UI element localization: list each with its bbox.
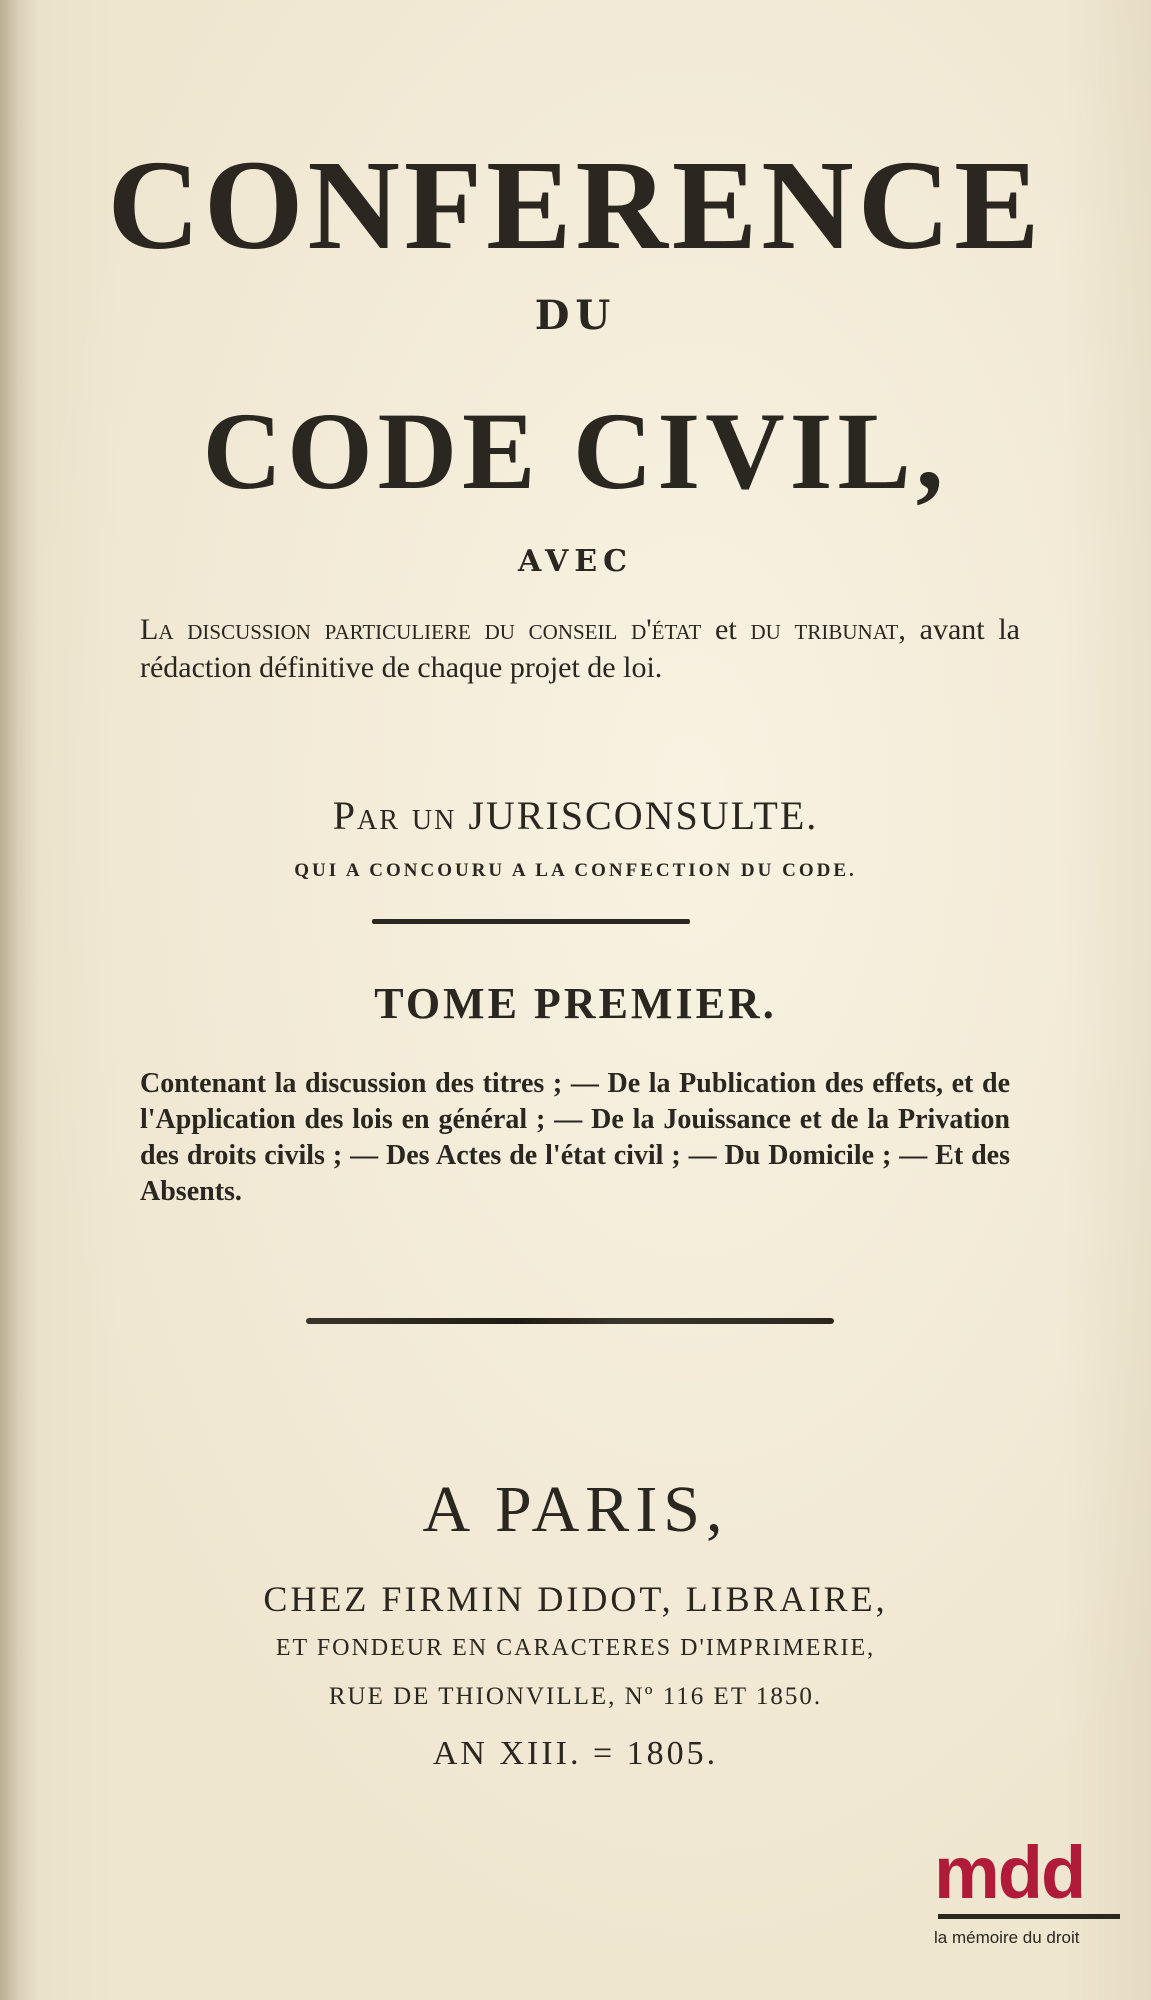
volume-title: TOME PREMIER. [374, 979, 777, 1028]
title-main: CONFERENCE [107, 134, 1044, 276]
volume-contents: Contenant la discussion des titres ; — De la Publication des effets, et de l'Application des lois en général ; — De la Jouissance et de la Privation des droits civils ; — Des Actes de l'état civil ; — Du Domicile ; — Et des Absents. [140, 1068, 1010, 1207]
author-line: Par un JURISCONSULTE. [332, 793, 819, 838]
discussion-part-3: , avant la rédaction définitive de chaque projet de loi. [140, 613, 1020, 684]
avec-label: AVEC [517, 544, 634, 579]
mdd-logo-mark: mdd [934, 1831, 1085, 1914]
imprint-place: A PARIS, [422, 1473, 729, 1546]
mdd-logo-tagline: la mémoire du droit [934, 1928, 1080, 1947]
divider-rule-ornamental [306, 1318, 834, 1324]
title-code-civil: CODE CIVIL, [202, 390, 949, 512]
title-du: DU [534, 292, 617, 339]
discussion-part-1: La discussion particuliere du conseil d'état [140, 613, 702, 646]
divider-rule-top [372, 919, 690, 924]
imprint-publisher: CHEZ FIRMIN DIDOT, LIBRAIRE, [263, 1579, 888, 1619]
author-subline: QUI A CONCOURU A LA CONFECTION DU CODE. [294, 860, 857, 881]
discussion-part-2: du tribunat [750, 613, 899, 646]
mdd-logo [934, 1831, 1134, 1978]
discussion-description [140, 611, 1020, 687]
imprint-date: AN XIII. = 1805. [432, 1735, 719, 1772]
imprint-publisher-role: ET FONDEUR EN CARACTERES D'IMPRIMERIE, [275, 1635, 876, 1661]
imprint-address: RUE DE THIONVILLE, Nº 116 ET 1850. [328, 1683, 823, 1710]
discussion-et: et [701, 613, 751, 646]
mdd-logo-bar [938, 1914, 1120, 1919]
